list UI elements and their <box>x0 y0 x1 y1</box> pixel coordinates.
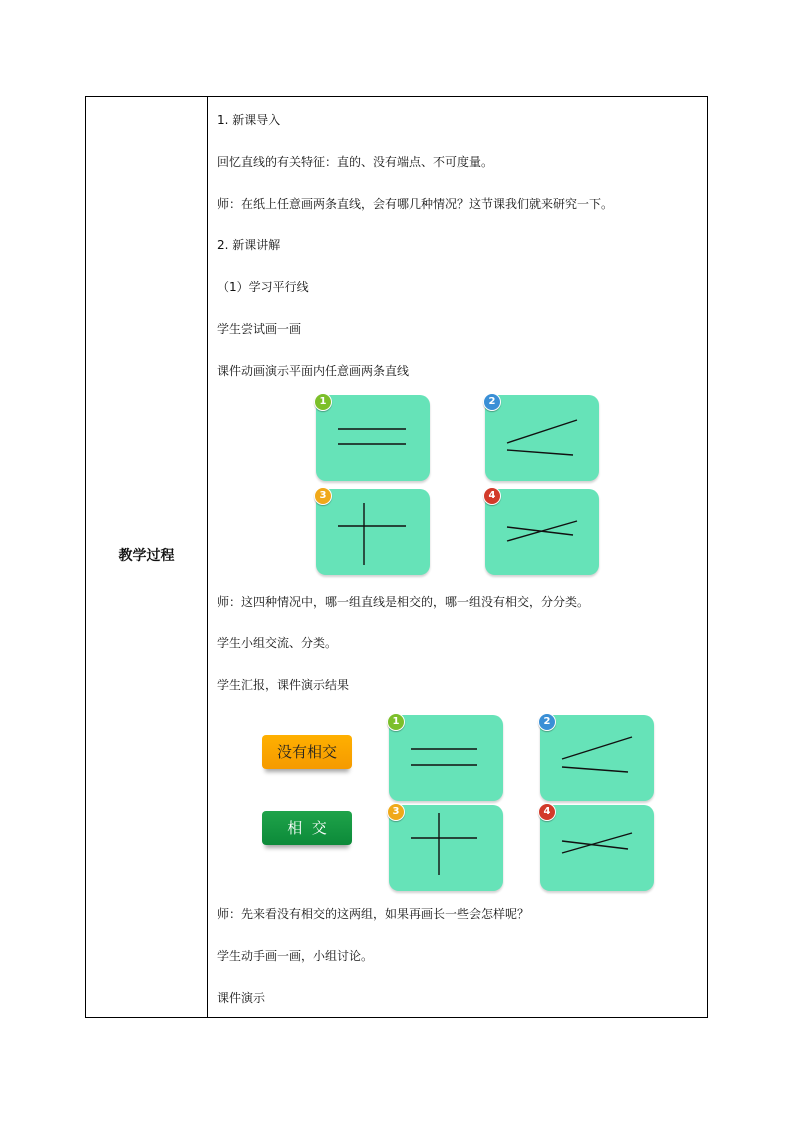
lesson-table <box>85 96 708 1018</box>
paragraph: 学生小组交流、分类。 <box>217 636 338 650</box>
tag-intersect: 相 交 <box>262 811 352 845</box>
parallel-lines-figure <box>389 715 503 801</box>
case-number-badge: 4 <box>483 487 501 505</box>
column-divider <box>207 97 208 1017</box>
case-card-crossing <box>485 489 599 575</box>
heading-new-lesson: 2. 新课讲解 <box>217 238 281 252</box>
case-number-badge: 1 <box>314 393 332 411</box>
section-label: 教学过程 <box>118 548 175 564</box>
case-number-badge: 4 <box>538 803 556 821</box>
case-card-perpendicular <box>316 489 430 575</box>
result-card-crossing <box>540 805 654 891</box>
perpendicular-lines-figure <box>316 489 430 575</box>
paragraph: 课件演示 <box>217 991 266 1005</box>
paragraph: 师：先来看没有相交的这两组，如果再画长一些会怎样呢？ <box>217 907 530 921</box>
case-number-badge: 1 <box>387 713 405 731</box>
paragraph: 学生动手画一画，小组讨论。 <box>217 949 374 963</box>
paragraph: 学生汇报，课件演示结果 <box>217 678 350 692</box>
slanted-lines-figure <box>540 715 654 801</box>
slanted-lines-figure <box>485 395 599 481</box>
paragraph: 学生尝试画一画 <box>217 322 302 336</box>
crossing-lines-figure <box>540 805 654 891</box>
tag-not-intersect: 没有相交 <box>262 735 352 769</box>
case-number-badge: 3 <box>387 803 405 821</box>
subheading-parallel: （1）学习平行线 <box>217 280 309 294</box>
heading-intro: 1. 新课导入 <box>217 113 281 127</box>
perpendicular-lines-figure <box>389 805 503 891</box>
result-card-perpendicular <box>389 805 503 891</box>
case-card-parallel <box>316 395 430 481</box>
case-number-badge: 2 <box>483 393 501 411</box>
case-card-nonparallel <box>485 395 599 481</box>
result-card-nonparallel <box>540 715 654 801</box>
case-number-badge: 2 <box>538 713 556 731</box>
paragraph: 回忆直线的有关特征：直的、没有端点、不可度量。 <box>217 155 494 169</box>
paragraph: 师：这四种情况中，哪一组直线是相交的，哪一组没有相交，分分类。 <box>217 595 590 609</box>
case-number-badge: 3 <box>314 487 332 505</box>
paragraph: 课件动画演示平面内任意画两条直线 <box>217 364 410 378</box>
paragraph: 师：在纸上任意画两条直线，会有哪几种情况？这节课我们就来研究一下。 <box>217 197 614 211</box>
crossing-lines-figure <box>485 489 599 575</box>
parallel-lines-figure <box>316 395 430 481</box>
result-card-parallel <box>389 715 503 801</box>
